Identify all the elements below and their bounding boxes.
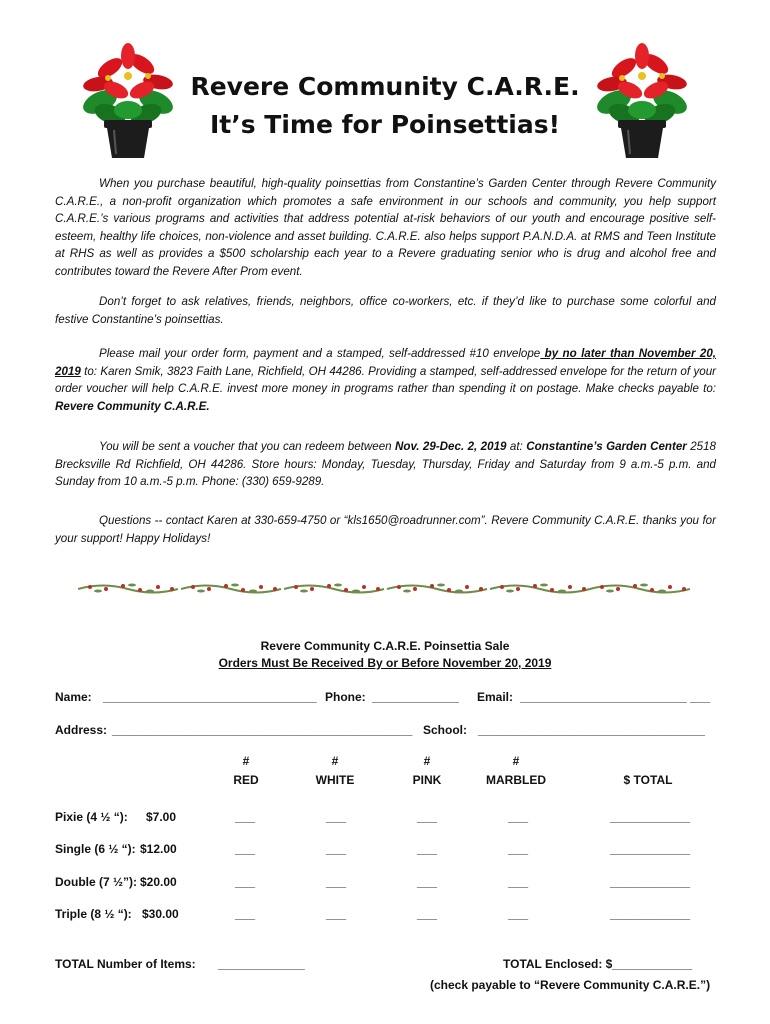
flower-pot [618, 120, 666, 158]
payee-name: Revere Community C.A.R.E. [55, 399, 210, 413]
address-field[interactable]: _____________________________________________ [112, 723, 413, 737]
col-red-label: RED [233, 773, 259, 787]
name-label: Name: [55, 690, 92, 704]
voucher-text: You will be sent a voucher that you can redeem between [99, 440, 396, 453]
questions-text: Questions -- contact Karen at 330-659-4750 or “kls1650@roadrunner.com”. Revere Community C.A.R.E. thanks you for your support! Happy Holidays! [55, 514, 716, 545]
voucher-at: at: [506, 440, 527, 453]
triple-pink-qty[interactable]: ___ [417, 907, 438, 921]
col-pink-hash: # [423, 754, 431, 768]
pixie-white-qty[interactable]: ___ [326, 810, 347, 824]
redeem-dates: Nov. 29-Dec. 2, 2019 [395, 440, 507, 453]
email-label: Email: [477, 690, 514, 704]
double-total[interactable]: ____________ [610, 875, 691, 889]
total-enclosed-field[interactable]: ____________ [612, 957, 693, 971]
col-total-label: $ TOTAL [623, 773, 673, 787]
triple-white-qty[interactable]: ___ [326, 907, 347, 921]
address-label: Address: [55, 723, 108, 737]
phone-label: Phone: [325, 690, 366, 704]
intro-text: When you purchase beautiful, high-quality poinsettias from Constantine’s Garden Center through Revere Community C.A.R.E., a non-profit organization which promotes a safe environment in our schools and community, you help support C.A.R.E.’s various programs and activities that address potential at-risk behaviors of our youth and encourage positive self-esteem, healthy life choices, non-violence and asset building. C.A.R.E. also helps support P.A.N.D.A. at RMS and Teen Institute at RHS as well as provides a $500 scholarship each year to a Revere graduating senior who is drug and alcohol free and contributes toward the Revere After Prom event. [55, 177, 716, 278]
phone-field[interactable]: _____________ [372, 690, 459, 704]
row-double-label: Double (7 ½”): [55, 875, 138, 889]
poinsettia-plant-icon [80, 40, 176, 162]
mail-deadline: by no later than November 20, 2019 [55, 347, 716, 378]
questions-paragraph [55, 512, 716, 547]
double-marbled-qty[interactable]: ___ [508, 875, 529, 889]
reminder-paragraph [55, 293, 716, 328]
row-pixie-price: $7.00 [146, 810, 177, 824]
col-pink-label: PINK [412, 773, 442, 787]
order-deadline: Orders Must Be Received By or Before November 20, 2019 [218, 656, 552, 670]
col-marbled-label: MARBLED [486, 773, 546, 787]
row-double-price: $20.00 [140, 875, 177, 889]
double-white-qty[interactable]: ___ [326, 875, 347, 889]
row-single-label: Single (6 ½ “): [55, 842, 136, 856]
page-title: Revere Community C.A.R.E. [190, 72, 580, 101]
col-white-label: WHITE [315, 773, 355, 787]
double-pink-qty[interactable]: ___ [417, 875, 438, 889]
intro-paragraph [55, 175, 716, 280]
mail-instructions-paragraph [55, 345, 716, 415]
col-white-hash: # [331, 754, 339, 768]
store-hours-text: 2518 Brecksville Rd Richfield, OH 44286. Store hours: Monday, Tuesday, Thursday, Friday and Saturday from 9 a.m.-5 p.m. and Sunday from 10 a.m.-5 p.m. Phone: (330) 659-9289. [55, 440, 717, 488]
row-triple-price: $30.00 [142, 907, 179, 921]
col-marbled-hash: # [512, 754, 520, 768]
single-pink-qty[interactable]: ___ [417, 842, 438, 856]
total-items-label: TOTAL Number of Items: [55, 957, 196, 971]
mail-text-cont: to: Karen Smik, 3823 Faith Lane, Richfield, OH 44286. Providing a stamped, self-addressed envelope for the return of your order voucher will help C.A.R.E. invest more money in programs rather than spending it on postage. Make checks payable to: [55, 364, 716, 395]
pixie-total[interactable]: ____________ [610, 810, 691, 824]
pixie-red-qty[interactable]: ___ [235, 810, 256, 824]
single-total[interactable]: ____________ [610, 842, 691, 856]
row-triple-label: Triple (8 ½ “): [55, 907, 132, 921]
reminder-text: Don’t forget to ask relatives, friends, neighbors, office co-workers, etc. if they’d like to purchase some colorful and festive Constantine’s poinsettias. [55, 295, 716, 326]
row-pixie-label: Pixie (4 ½ “): [55, 810, 128, 824]
email-field[interactable]: _________________________ ___ [520, 690, 711, 704]
flower-pot [104, 120, 152, 158]
mail-text: Please mail your order form, payment and a stamped, self-addressed #10 envelope [99, 347, 541, 360]
pixie-pink-qty[interactable]: ___ [417, 810, 438, 824]
order-form-title: Revere Community C.A.R.E. Poinsettia Sale [260, 639, 510, 653]
triple-total[interactable]: ____________ [610, 907, 691, 921]
single-red-qty[interactable]: ___ [235, 842, 256, 856]
school-field[interactable]: __________________________________ [478, 723, 705, 737]
garden-center-name: Constantine’s Garden Center [526, 440, 687, 453]
single-marbled-qty[interactable]: ___ [508, 842, 529, 856]
total-items-field[interactable]: _____________ [218, 957, 305, 971]
single-white-qty[interactable]: ___ [326, 842, 347, 856]
name-field[interactable]: ________________________________ [103, 690, 317, 704]
check-payable-note: (check payable to “Revere Community C.A.R.E.”) [430, 978, 711, 992]
col-red-hash: # [242, 754, 250, 768]
total-enclosed-label: TOTAL Enclosed: $ [503, 957, 613, 971]
triple-marbled-qty[interactable]: ___ [508, 907, 529, 921]
page-subtitle: It’s Time for Poinsettias! [209, 110, 561, 139]
school-label: School: [423, 723, 467, 737]
pixie-marbled-qty[interactable]: ___ [508, 810, 529, 824]
double-red-qty[interactable]: ___ [235, 875, 256, 889]
holly-garland-divider [78, 580, 690, 596]
voucher-paragraph [55, 438, 716, 491]
triple-red-qty[interactable]: ___ [235, 907, 256, 921]
poinsettia-plant-icon [594, 40, 690, 162]
row-single-price: $12.00 [140, 842, 177, 856]
